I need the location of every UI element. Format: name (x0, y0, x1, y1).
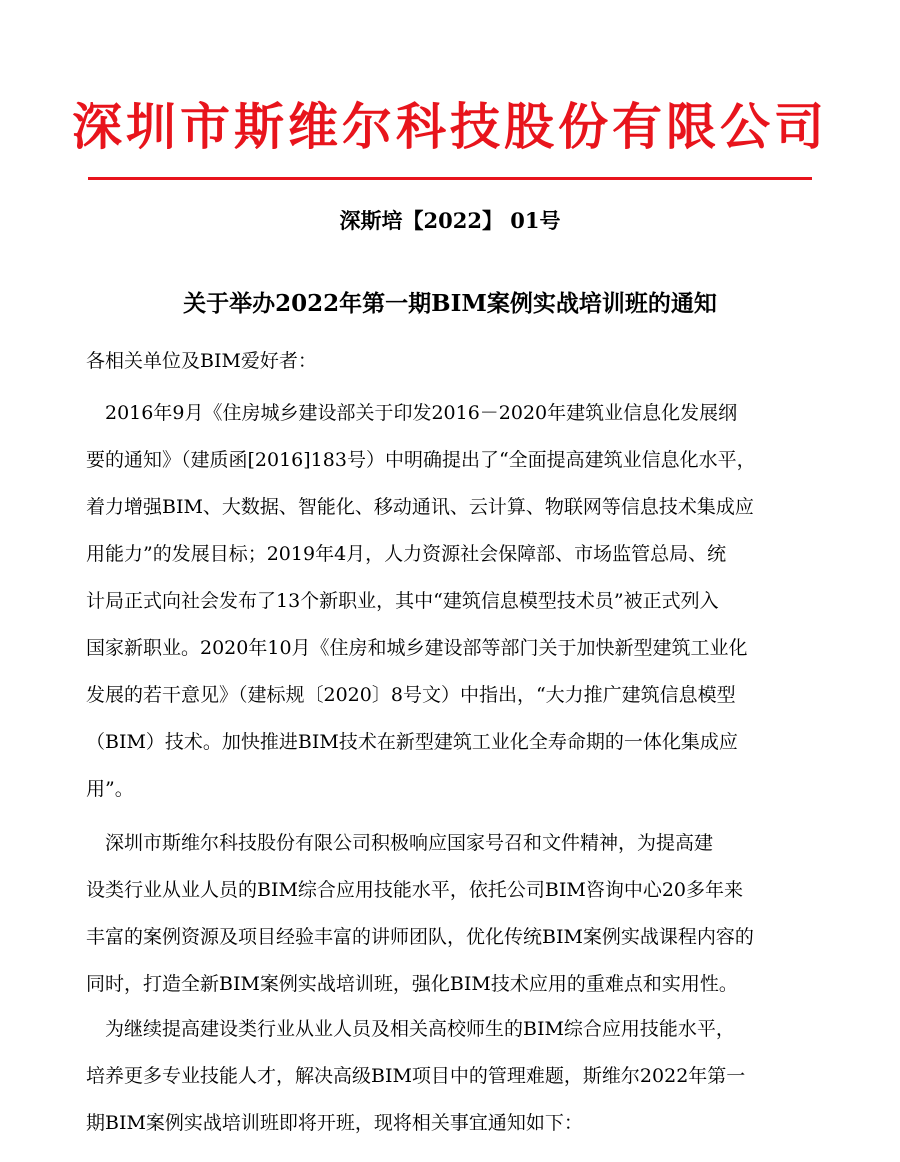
paragraph-line: 要的通知》（建质函[2016]183号）中明确提出了“全面提高建筑业信息化水平， (86, 449, 756, 471)
paragraph-line: 用能力”的发展目标；2019年4月，人力资源社会保障部、市场监管总局、统 (86, 543, 727, 565)
paragraph-line: 同时，打造全新BIM案例实战培训班，强化BIM技术应用的重难点和实用性。 (86, 973, 738, 995)
paragraph-line: 用”。 (86, 778, 134, 800)
paragraph-line: 计局正式向社会发布了13个新职业，其中“建筑信息模型技术员”被正式列入 (86, 590, 719, 612)
paragraph-company-response (86, 820, 818, 1008)
red-header-divider (88, 177, 812, 180)
paragraph-line: 发展的若干意见》（建标规〔2020〕8号文）中指出，“大力推广建筑信息模型 (86, 684, 736, 706)
paragraph-line: 培养更多专业技能人才，解决高级BIM项目中的管理难题，斯维尔2022年第一 (86, 1065, 746, 1087)
salutation: 各相关单位及BIM爱好者： (86, 350, 317, 372)
document-number: 深斯培【2022】 01号 (339, 208, 561, 233)
paragraph-training-announcement (86, 1006, 818, 1147)
paragraph-line: 2016年9月《住房城乡建设部关于印发2016－2020年建筑业信息化发展纲 (86, 402, 738, 424)
notice-title: 关于举办2022年第一期BIM案例实战培训班的通知 (183, 290, 717, 317)
organization-name: 深圳市斯维尔科技股份有限公司 (72, 97, 828, 156)
paragraph-line: 为继续提高建设类行业从业人员及相关高校师生的BIM综合应用技能水平， (86, 1018, 735, 1040)
paragraph-line: 期BIM案例实战培训班即将开班，现将相关事宜通知如下： (86, 1112, 583, 1134)
paragraph-policy-background (86, 390, 818, 813)
paragraph-line: 丰富的案例资源及项目经验丰富的讲师团队，优化传统BIM案例实战课程内容的 (86, 926, 754, 948)
paragraph-line: 设类行业从业人员的BIM综合应用技能水平，依托公司BIM咨询中心20多年来 (86, 879, 744, 901)
paragraph-line: 国家新职业。2020年10月《住房和城乡建设部等部门关于加快新型建筑工业化 (86, 637, 748, 659)
paragraph-line: 深圳市斯维尔科技股份有限公司积极响应国家号召和文件精神，为提高建 (86, 832, 714, 854)
paragraph-line: （BIM）技术。加快推进BIM技术在新型建筑工业化全寿命期的一体化集成应 (86, 731, 738, 753)
paragraph-line: 着力增强BIM、大数据、智能化、移动通讯、云计算、物联网等信息技术集成应 (86, 496, 754, 518)
